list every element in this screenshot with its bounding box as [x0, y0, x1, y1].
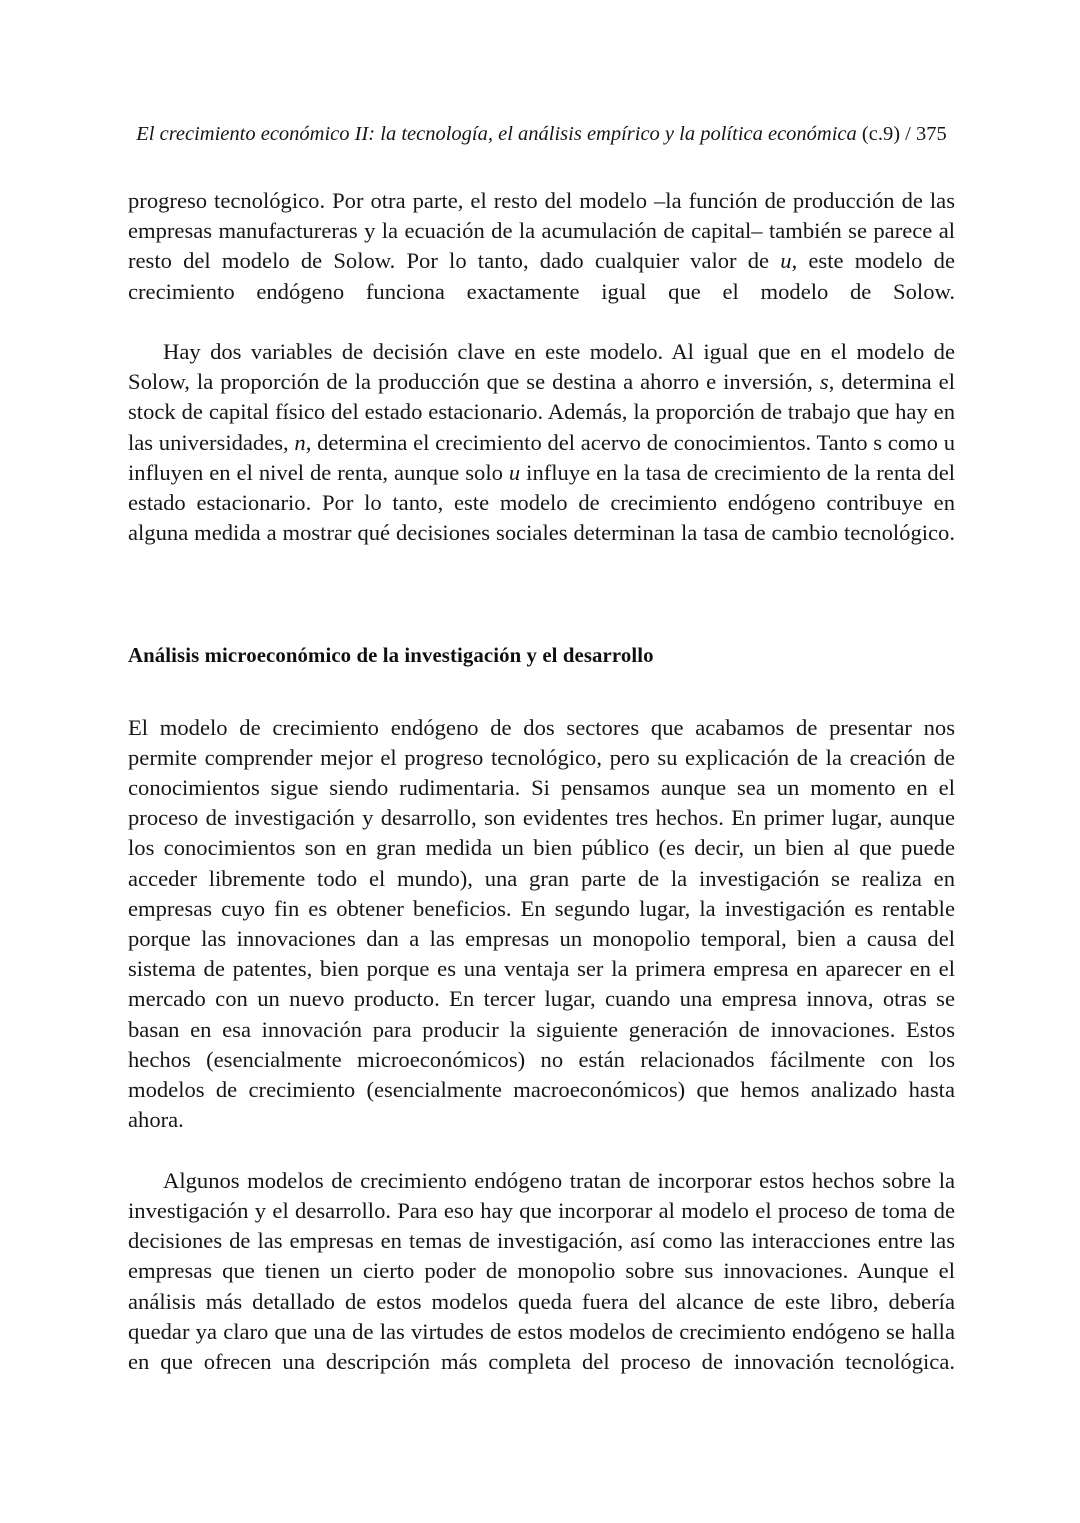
running-head-folio: (c.9) / 375: [856, 123, 947, 145]
paragraph-4: Algunos modelos de crecimiento endógeno tratan de incorporar estos hechos sobre la investigación y el desarrollo. Para eso hay que incorporar al modelo el proceso de toma de decisiones de las empresas en temas de investigación, así como las interacciones entre las empresas que tienen un cierto poder de monopolio sobre sus innovaciones. Aunque el análisis más detallado de estos modelos queda fuera del alcance de este libro, debería quedar ya claro que una de las virtudes de estos modelos de crecimiento endógeno se halla en que ofrecen una descripción más completa del proceso de innovación tecnológica.: [128, 1167, 955, 1374]
paragraph-2-part-b: , determina el stock de capital físico del estado estacionario. Además, la proporción de trabajo que hay en las universidades,: [128, 369, 955, 455]
section-heading: Análisis microeconómico de la investigación y el desarrollo: [128, 643, 654, 667]
paragraph-2-part-d: influye en la tasa de crecimiento de la renta del estado estacionario. Por lo tanto, este modelo de crecimiento endógeno contribuye en alguna medida a mostrar qué decisiones sociales determinan la tasa de cambio tecnológico.: [128, 459, 956, 546]
paragraph-1: [128, 186, 955, 337]
spacer-before-heading: [128, 579, 955, 641]
running-head: [128, 122, 955, 148]
paragraph-2-part-a: Hay dos variables de decisión clave en este modelo. Al igual que en el modelo de Solow, la proporción de la producción que se destina a ahorro e inversión,: [128, 339, 955, 395]
variable-s: s: [819, 369, 829, 395]
text-column: [128, 186, 955, 1407]
spacer-after-heading: [128, 671, 955, 713]
paragraph-1-part-b: , este modelo de crecimiento endógeno funciona exactamente igual que el modelo de Solow.: [128, 248, 955, 304]
variable-u-2: u: [508, 459, 521, 485]
paragraph-2: [128, 337, 955, 579]
variable-n: n: [294, 429, 306, 455]
variable-u: u: [780, 248, 792, 274]
paragraph-3: El modelo de crecimiento endógeno de dos sectores que acabamos de presentar nos permite comprender mejor el progreso tecnológico, pero su explicación de la creación de conocimientos sigue siendo rudimentaria. Si pensamos aunque sea un momento en el proceso de investigación y desarrollo, son evidentes tres hechos. En primer lugar, aunque los conocimientos son en gran medida un bien público (es decir, un bien al que puede acceder libremente todo el mundo), una gran parte de la investigación se realiza en empresas cuyo fin es obtener beneficios. En segundo lugar, la investigación es rentable porque las innovaciones dan a las empresas un monopolio temporal, bien a causa del sistema de patentes, bien porque es una ventaja ser la primera empresa en aparecer en el mercado con un nuevo producto. En tercer lugar, cuando una empresa innova, otras se basan en esa innovación para producir la siguiente generación de innovaciones. Estos hechos (esencialmente microeconómicos) no están relacionados fácilmente con los modelos de crecimiento (esencialmente macroeconómicos) que hemos analizado hasta ahora.: [128, 714, 955, 1133]
running-head-title: El crecimiento económico II: la tecnología, el análisis empírico y la política económica: [136, 123, 857, 145]
paragraph-1-part-a: progreso tecnológico. Por otra parte, el resto del modelo –la función de producción de las empresas manufactureras y la ecuación de la acumulación de capital– también se parece al resto del modelo de Solow. Por lo tanto, dado cualquier valor de: [128, 188, 955, 274]
paragraph-2-part-c: , determina el crecimiento del acervo de conocimientos. Tanto s como u influyen en el nivel de renta, aunque solo: [128, 429, 955, 485]
